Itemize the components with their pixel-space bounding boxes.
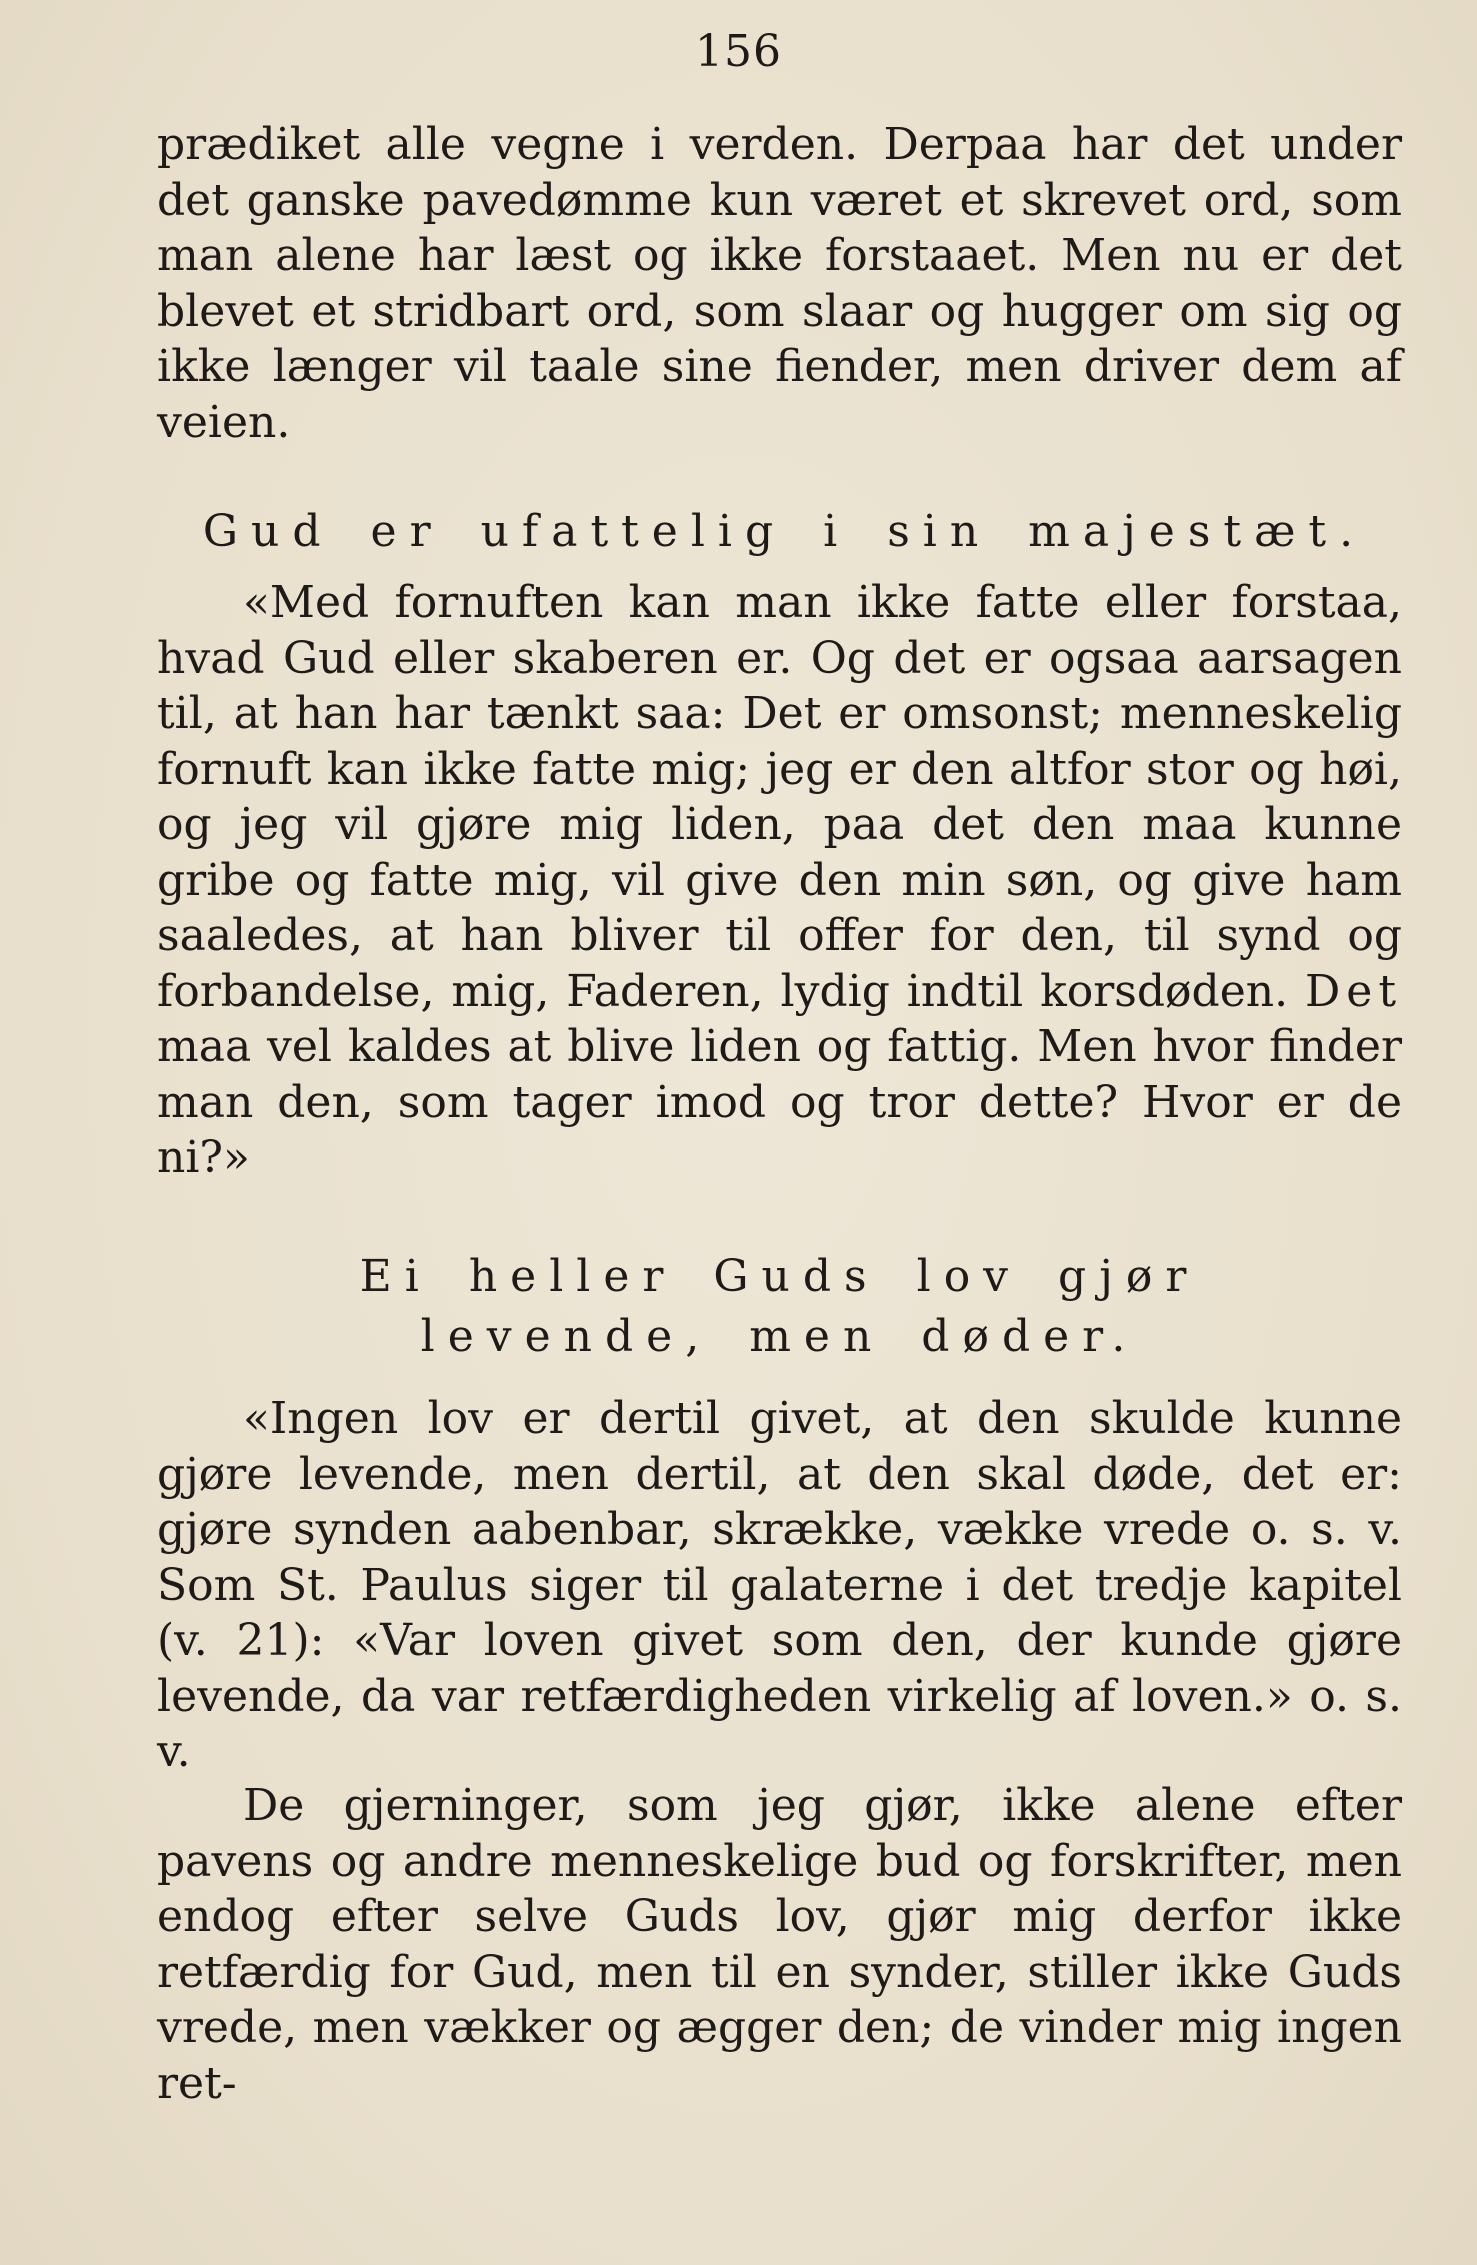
paragraph-text-part: maa vel kaldes at blive liden og fattig. Men hvor finder man den, som tager imod og tror dette? Hvor er de ni?»	[157, 1021, 1402, 1183]
section-heading-majesty	[157, 502, 1402, 562]
paragraph-text: prædiket alle vegne i verden. Derpaa har det under det ganske pavedømme kun været et skrevet ord, som man alene har læst og ikke forstaaet. Men nu er det blevet et stridbart ord, som slaar og hugger om sig og ikke længer vil taale sine fiender, men driver dem af veien.	[157, 119, 1402, 448]
heading-line-1: Ei heller Guds lov gjør	[359, 1251, 1200, 1302]
emphasized-word: Det	[1305, 965, 1402, 1017]
paragraph-text-part: «Med fornuften kan man ikke fatte eller forstaa, hvad Gud eller skaberen er. Og det er ogsaa aarsagen til, at han har tænkt saa: Det er omsonst; menneskelig fornuft kan ikke fatte mig; jeg er den altfor stor og høi, og jeg vil gjøre mig liden, paa det den maa kunne gribe og fatte mig, vil give den min søn, og give ham saaledes, at han bliver til offer for den, til synd og forbandelse, mig, Faderen, lydig indtil korsdøden.	[157, 577, 1402, 1017]
paragraph-text: «Ingen lov er dertil givet, at den skulde kunne gjøre levende, men dertil, at den skal døde, det er: gjøre synden aabenbar, skrække, vække vrede o. s. v. Som St. Paulus siger til galaterne i det tredje kapitel (v. 21): «Var loven givet som den, der kunde gjøre levende, da var retfærdigheden virkelig af loven.» o. s. v.	[157, 1393, 1402, 1777]
paragraph-continuation	[157, 117, 1402, 450]
paragraph-reason	[157, 575, 1402, 1186]
section-heading-law	[157, 1247, 1402, 1367]
heading-text: Gud er ufattelig i sin majestæt.	[202, 506, 1367, 557]
paragraph-text: De gjerninger, som jeg gjør, ikke alene efter pavens og andre menneskelige bud og forskrifter, men endog efter selve Guds lov, gjør mig derfor ikke retfærdig for Gud, men til en synder, stiller ikke Guds vrede, men vækker og ægger den; de vinder mig ingen ret-	[157, 1780, 1402, 2109]
page-number: 156	[695, 26, 782, 77]
heading-line-2: levende, men døder.	[420, 1311, 1139, 1362]
paragraph-text	[157, 575, 1402, 1186]
paragraph-law	[157, 1391, 1402, 1780]
paragraph-works	[157, 1778, 1402, 2111]
